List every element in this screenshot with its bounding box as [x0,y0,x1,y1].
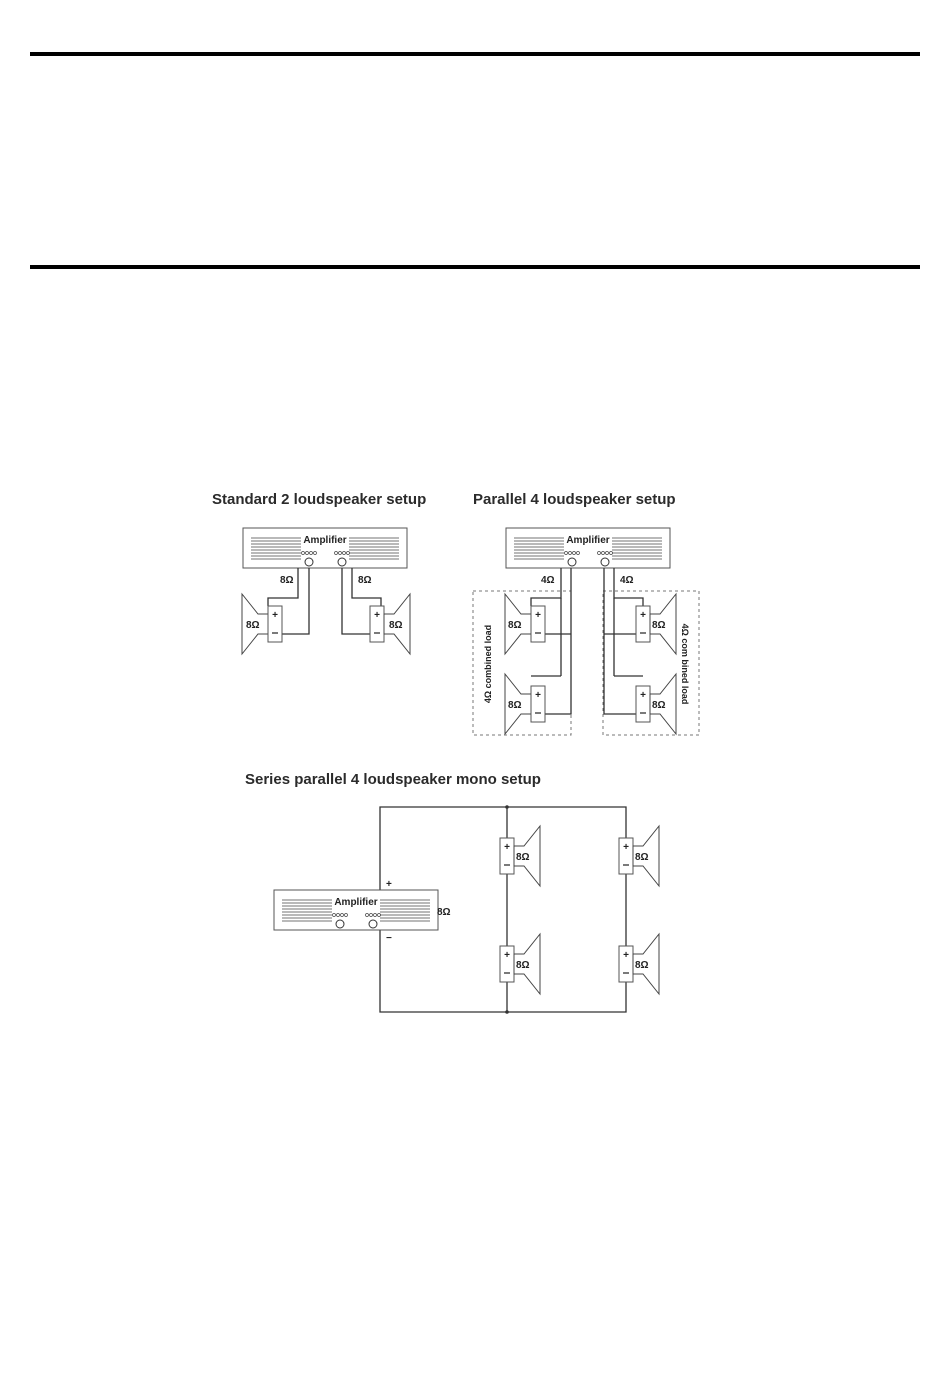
parallel-speaker-impedance-br: 8Ω [652,700,666,711]
series-speaker-impedance-bl: 8Ω [516,960,530,971]
standard-amplifier [243,528,407,568]
standard-left-output: 8Ω [280,575,294,586]
standard-right-speaker-impedance: 8Ω [389,620,403,631]
series-speaker-impedance-tl: 8Ω [516,852,530,863]
series-parallel-amplifier [274,890,438,930]
series-speaker-impedance-br: 8Ω [635,960,649,971]
parallel-setup-diagram [473,528,699,735]
series-parallel-minus: − [386,933,392,944]
series-parallel-output: 8Ω [437,907,451,918]
series-speaker-impedance-tr: 8Ω [635,852,649,863]
parallel-right-output: 4Ω [620,575,634,586]
parallel-speaker-impedance-tl: 8Ω [508,620,522,631]
series-parallel-plus: + [386,879,392,890]
parallel-speaker-impedance-bl: 8Ω [508,700,522,711]
standard-right-output: 8Ω [358,575,372,586]
series-parallel-amp-label: Amplifier [334,897,378,908]
parallel-speaker-impedance-tr: 8Ω [652,620,666,631]
series-parallel-setup-title: Series parallel 4 loudspeaker mono setup [245,771,541,788]
parallel-amplifier [506,528,670,568]
parallel-left-load-label: 4Ω combined load [483,624,493,704]
series-parallel-setup-diagram [274,805,659,1014]
standard-setup-diagram [242,528,410,654]
parallel-left-output: 4Ω [541,575,555,586]
standard-left-speaker-impedance: 8Ω [246,620,260,631]
standard-setup-title: Standard 2 loudspeaker setup [212,491,427,508]
standard-amp-label: Amplifier [303,535,347,546]
wiring-diagrams: + + Amplifier 8Ω 8Ω 8Ω 8Ω Amplifier 4Ω 4Ω 8Ω 8Ω 8Ω 8Ω 4Ω combined load 4Ω com bined load Amplifier + − 8Ω 8Ω 8Ω 8Ω 8Ω [0,0,950,1378]
parallel-setup-title: Parallel 4 loudspeaker setup [473,491,676,508]
parallel-right-load-label: 4Ω com bined load [680,623,690,705]
parallel-amp-label: Amplifier [566,535,610,546]
